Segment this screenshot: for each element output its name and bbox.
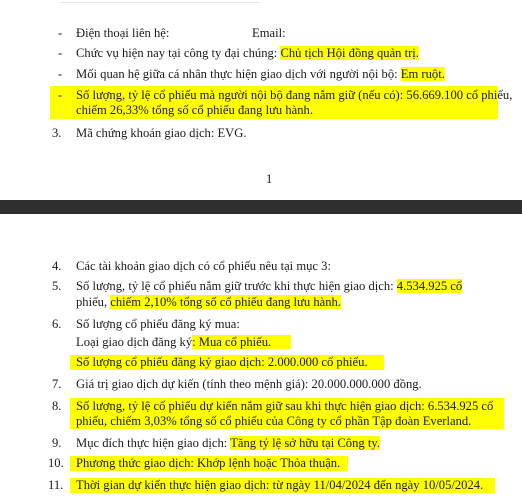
- item-number: 9.: [52, 436, 62, 450]
- pre-holding-unit: phiếu,: [76, 295, 111, 309]
- document-page-1: [0, 0, 522, 200]
- transaction-value-line: Giá trị giao dịch dự kiến (tính theo mệnh giá): 20.000.000.000 đồng.: [76, 377, 422, 391]
- transaction-type-label: Loại giao dịch đăng ký: [76, 335, 193, 349]
- relationship-line: [76, 67, 445, 82]
- page-number: 1: [266, 172, 273, 186]
- item-number: 10.: [48, 456, 64, 470]
- bullet-dash: -: [58, 26, 63, 40]
- item-number: 4.: [52, 259, 62, 273]
- purpose-line: [76, 436, 380, 451]
- purpose-label: Mục đích thực hiện giao dịch:: [76, 436, 231, 450]
- position-label: Chức vụ hiện nay tại công ty đại chúng:: [76, 46, 281, 60]
- transaction-type-value: : Mua cổ phiếu.: [192, 335, 291, 349]
- registered-qty-value: Số lượng cổ phiếu đăng ký giao dịch: 2.000.000 cổ phiếu.: [70, 355, 384, 370]
- timeframe-line: Thời gian dự kiến thực hiện giao dịch: từ ngày 11/04/2024 đến ngày 10/05/2024.: [70, 478, 495, 493]
- bullet-dash: -: [58, 46, 63, 60]
- relationship-label: Mối quan hệ giữa cá nhân thực hiện giao dịch với người nội bộ:: [76, 67, 401, 81]
- post-holding-line2: phiếu, chiếm 3,03% tổng số cổ phiếu của Công ty cổ phần Tập đoàn Everland.: [76, 414, 472, 428]
- page-separator: [0, 200, 522, 214]
- purpose-value: Tăng tỷ lệ sở hữu tại Công ty.: [230, 436, 380, 450]
- item-number: 6.: [52, 317, 62, 331]
- accounts-line: Các tài khoản giao dịch có cổ phiếu nêu tại mục 3:: [76, 259, 331, 273]
- insider-holding-line1: Số lượng, tỷ lệ cổ phiếu mà người nội bộ đang nắm giữ (nếu có): 56.669.100 cổ phiếu,: [76, 88, 513, 102]
- insider-holding-line2: chiếm 26,33% tổng số cổ phiếu đang lưu hành.: [76, 103, 313, 117]
- position-line: [76, 46, 419, 61]
- post-holding-line1: Số lượng, tỷ lệ cổ phiếu dự kiến nắm giữ sau khi thực hiện giao dịch: 6.534.925 cổ: [76, 399, 494, 413]
- cut-off-text-line: [60, 2, 260, 3]
- registered-qty-title: Số lượng cổ phiếu đăng ký mua:: [76, 317, 240, 331]
- stock-code-line: Mã chứng khoán giao dịch: EVG.: [76, 126, 247, 140]
- position-value: Chủ tịch Hội đồng quản trị.: [280, 46, 419, 60]
- bullet-dash: -: [58, 67, 63, 81]
- transaction-type-line: [76, 335, 291, 350]
- item-number: 11.: [48, 478, 64, 492]
- bullet-dash: -: [58, 88, 63, 102]
- method-line: Phương thức giao dịch: Khớp lệnh hoặc Thỏa thuận.: [70, 456, 348, 471]
- phone-label: Điện thoại liên hệ:: [76, 26, 170, 40]
- pre-holding-ratio: chiếm 2,10% tổng số cổ phiếu đang lưu hành.: [110, 295, 341, 309]
- pre-holding-value: 4.534.925 cổ: [396, 279, 463, 293]
- pre-holding-line1: [76, 279, 462, 294]
- item-number: 8.: [52, 399, 62, 413]
- pre-holding-label: Số lượng, tỷ lệ cổ phiếu nắm giữ trước khi thực hiện giao dịch:: [76, 279, 397, 293]
- item-number: 7.: [52, 377, 62, 391]
- relationship-value: Em ruột.: [400, 67, 445, 81]
- item-number: 5.: [52, 279, 62, 293]
- email-label: Email:: [252, 26, 286, 40]
- item-number: 3.: [52, 126, 62, 140]
- pre-holding-line2: [76, 295, 341, 310]
- document-page-2: [0, 214, 522, 500]
